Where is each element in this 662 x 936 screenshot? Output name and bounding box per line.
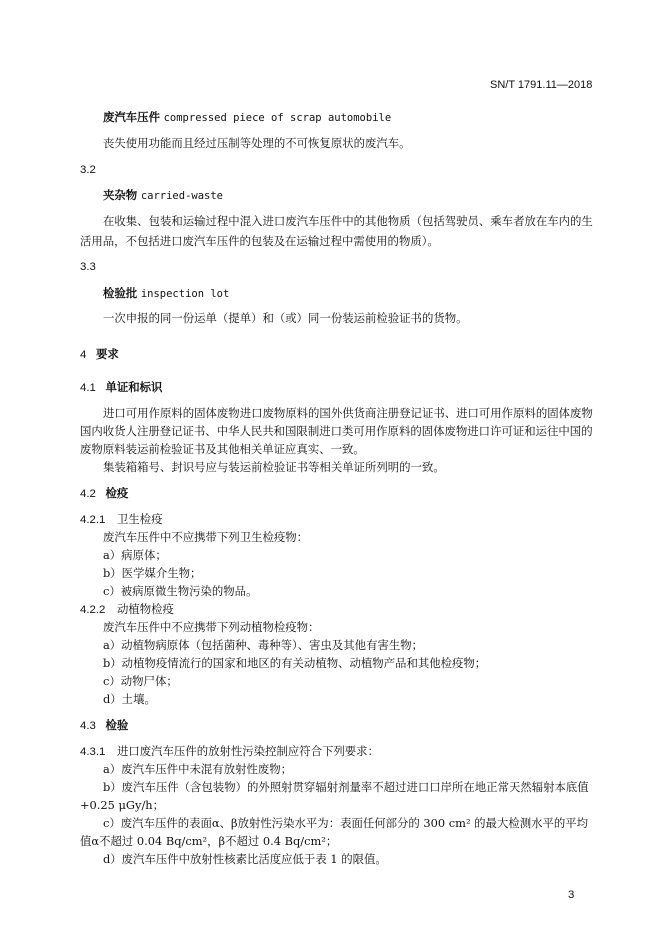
clause-4-3-number: 4.3 — [80, 720, 96, 732]
clause-4-3-1-number: 4.3.1 — [80, 746, 106, 758]
section-4-number: 4 — [80, 349, 87, 361]
clause-3-3-number: 3.3 — [80, 261, 96, 273]
term-3-1 — [103, 110, 391, 126]
term-3-1-cn: 废汽车压件 — [103, 110, 160, 124]
clause-4-2-2-number: 4.2.2 — [80, 604, 106, 616]
clause-4-2-1-intro: 废汽车压件中不应携带下列卫生检疫物： — [103, 530, 309, 544]
clause-4-2-1-title: 卫生检疫 — [116, 512, 163, 526]
clause-4-3-1-item-b-line2: +0.25 μGy/h； — [80, 798, 165, 812]
term-3-2-definition-line2: 活用品，不包括进口废汽车压件的包装及在运输过程中需使用的物质）。 — [80, 234, 439, 248]
term-3-2-definition-line1: 在收集、包装和运输过程中混入进口废汽车压件中的其他物质（包括驾驶员、乘车者放在车内的生 — [103, 214, 593, 228]
clause-4-3-title: 检验 — [105, 718, 129, 732]
clause-4-1-p1-line2: 国内收货人注册登记证书、中华人民共和国限制进口类可用作原料的固体废物进口许可证和运往中国的 — [80, 424, 593, 438]
clause-4-2-heading — [80, 486, 128, 502]
clause-4-2-1-heading — [80, 512, 163, 528]
term-3-2-cn: 夹杂物 — [103, 188, 138, 202]
section-4-heading — [80, 347, 119, 363]
clause-4-2-2-item-a: a）动植物病原体（包括菌种、毒种等）、害虫及其他有害生物； — [103, 638, 424, 652]
term-3-1-definition: 丧失使用功能而且经过压制等处理的不可恢复原状的废汽车。 — [103, 136, 411, 150]
clause-4-1-p1-line1: 进口可用作原料的固体废物进口废物原料的国外供货商注册登记证书、进口可用作原料的固体废物 — [103, 406, 593, 420]
clause-4-3-1-item-a: a）废汽车压件中未混有放射性废物； — [103, 762, 293, 776]
clause-4-1-p2: 集装箱箱号、封识号应与装运前检验证书等相关单证所列明的一致。 — [103, 460, 445, 474]
clause-4-2-1-item-b: b）医学媒介生物； — [103, 566, 202, 580]
clause-3-2-number: 3.2 — [80, 164, 96, 176]
term-3-2-en: carried-waste — [140, 190, 223, 202]
clause-4-2-number: 4.2 — [80, 488, 96, 500]
clause-4-2-title: 检疫 — [105, 486, 129, 500]
clause-4-2-1-item-a: a）病原体； — [103, 548, 167, 562]
term-3-3-definition: 一次申报的同一份运单（提单）和（或）同一份装运前检验证书的货物。 — [103, 311, 468, 325]
clause-4-3-1-item-d: d）废汽车压件中放射性核素比活度应低于表 1 的限值。 — [103, 852, 387, 866]
term-3-1-en: compressed piece of scrap automobile — [163, 112, 392, 124]
clause-4-2-2-item-c: c）动物尸体； — [103, 674, 178, 688]
clause-4-2-1-number: 4.2.1 — [80, 514, 106, 526]
clause-4-3-heading — [80, 718, 128, 734]
clause-4-1-p1-line3: 废物原料装运前检验证书及其他相关单证应真实、一致。 — [80, 442, 365, 456]
term-3-3-cn: 检验批 — [103, 286, 138, 300]
clause-4-3-1-item-c-line1: c）废汽车压件的表面α、β放射性污染水平为：表面任何部分的 300 cm² 的最大检测水平的平均 — [103, 816, 589, 830]
clause-4-3-1-item-c-line2: 值α不超过 0.04 Bq/cm²，β不超过 0.4 Bq/cm²； — [80, 834, 338, 848]
clause-4-3-1-title: 进口废汽车压件的放射性污染控制应符合下列要求： — [116, 744, 379, 758]
clause-4-1-number: 4.1 — [80, 382, 96, 394]
clause-4-1-heading — [80, 380, 162, 396]
clause-4-3-1-item-b-line1: b）废汽车压件（含包装物）的外照射贯穿辐射剂量率不超过进口口岸所在地正常天然辐射本底值 — [103, 780, 589, 794]
section-4-title: 要求 — [95, 347, 119, 361]
clause-4-1-title: 单证和标识 — [105, 380, 163, 394]
clause-4-2-2-heading — [80, 602, 174, 618]
page-number: 3 — [568, 889, 575, 901]
term-3-3 — [103, 286, 229, 302]
clause-4-2-1-item-c: c）被病原微生物污染的物品。 — [103, 584, 258, 598]
clause-4-2-2-item-b: b）动植物疫情流行的国家和地区的有关动植物、动植物产品和其他检疫物； — [103, 656, 487, 670]
clause-4-2-2-item-d: d）土壤。 — [103, 692, 156, 706]
standard-number: SN/T 1791.11—2018 — [490, 79, 593, 91]
clause-4-2-2-title: 动植物检疫 — [116, 602, 174, 616]
term-3-2 — [103, 188, 223, 204]
clause-4-3-1-heading — [80, 744, 379, 760]
clause-4-2-2-intro: 废汽车压件中不应携带下列动植物检疫物： — [103, 620, 320, 634]
term-3-3-en: inspection lot — [140, 288, 230, 300]
